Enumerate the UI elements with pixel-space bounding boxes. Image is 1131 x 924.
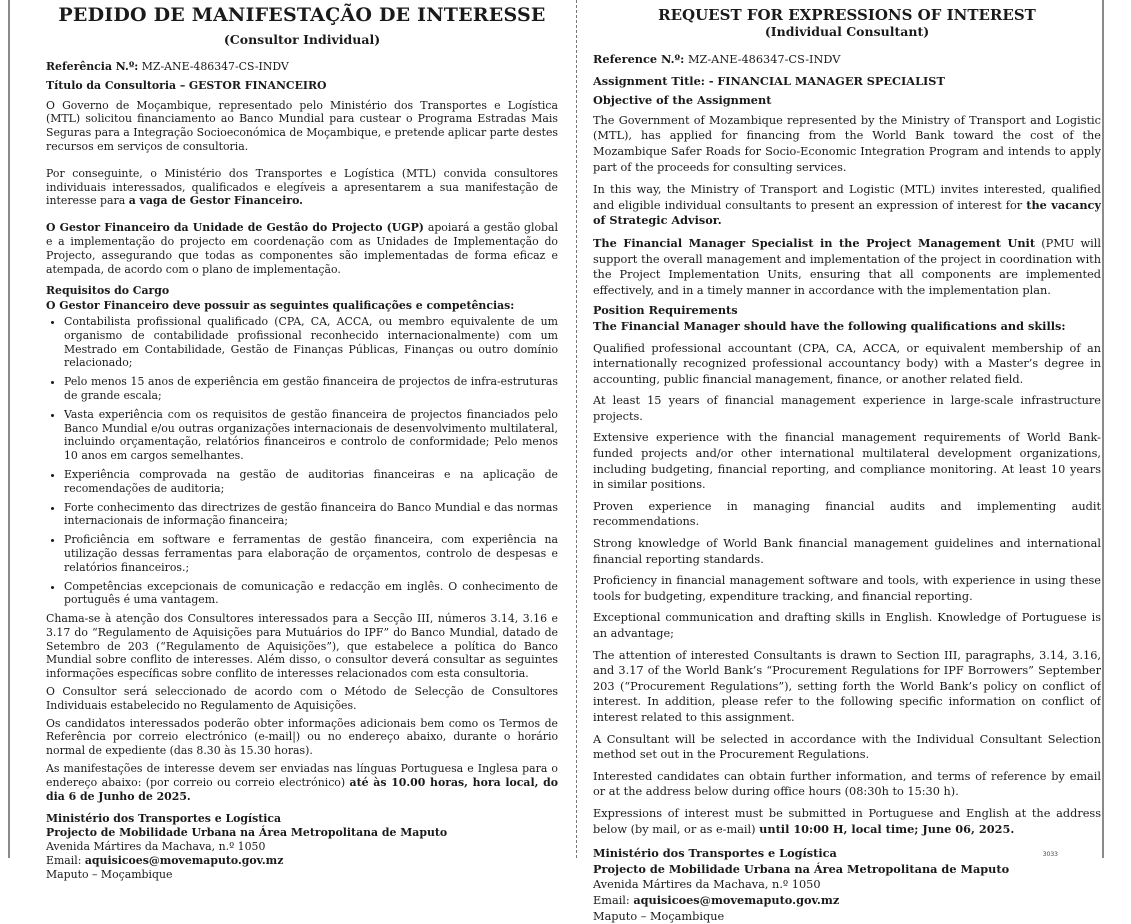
en-paragraph-3-role: The Financial Manager Specialist in the Project Management Unit [593, 236, 1035, 250]
en-paragraph-5: A Consultant will be selected in accordance with the Individual Consultant Selection method set out in the Procurement Regulations. [593, 732, 1101, 763]
pt-paragraph-5: O Consultor será seleccionado de acordo com o Método de Selecção de Consultores Individuais estabelecido no Regulamento de Aquisições. [46, 685, 558, 713]
pt-contact-city: Maputo – Moçambique [46, 868, 558, 882]
en-contact-city: Maputo – Moçambique [593, 909, 1101, 924]
en-reference-value: MZ-ANE-486347-CS-INDV [688, 53, 840, 66]
pt-requirement-item: • Experiência comprovada na gestão de auditorias financeiras e na aplicação de recomendações de auditoria; [64, 468, 558, 496]
en-requirement-item: Exceptional communication and drafting skills in English. Knowledge of Portuguese is an advantage; [593, 610, 1101, 641]
pt-requirement-item: • Forte conhecimento das directrizes de gestão financeira do Banco Mundial e das normas internacionais de informação financeira; [64, 501, 558, 529]
pt-contact-email-label: Email: [46, 854, 81, 867]
pt-requirement-item: • Vasta experiência com os requisitos de gestão financeira de projectos financiados pelo Banco Mundial e/ou outras organizações internacionais de desenvolvimento multilateral, incluindo orçamentação, relatórios financeiros e controlo de conformidade; Pelo menos 10 anos em cargos semelhantes. [64, 408, 558, 463]
pt-requirement-item: • Proficiência em software e ferramentas de gestão financeira, com experiência na utilização dessas ferramentas para elaboração de orçamentos, controlo de despesas e relatórios financeiros.; [64, 533, 558, 574]
page-footnote-number: 3033 [1043, 851, 1058, 858]
pt-contact-ministry: Ministério dos Transportes e Logística [46, 812, 558, 826]
pt-assignment-label: Título da Consultoria – [46, 79, 185, 92]
en-paragraph-6: Interested candidates can obtain further information, and terms of reference by email or at the address below during office hours (08:30h to 15:30 h). [593, 769, 1101, 800]
pt-paragraph-3-text: apoiará a gestão global e a implementação do projecto em coordenação com as Unidades de Implementação do Projecto, assegurando que todas as componentes são implementadas de forma eficaz e atempada, de acordo com o plano de implementação. [46, 221, 558, 275]
pt-requirement-item: • Pelo menos 15 anos de experiência em gestão financeira de projectos de infra-estruturas de grande escala; [64, 375, 558, 403]
en-assignment-label: Assignment Title: - [593, 74, 714, 88]
en-requirement-item: Proficiency in financial management software and tools, with experience in using these tools for budgeting, expenditure tracking, and financial reporting. [593, 573, 1101, 604]
notice-page [8, 0, 1104, 858]
pt-paragraph-7 [46, 762, 558, 803]
en-paragraph-3-text: (PMU will support the overall management and implementation of the project in coordination with the Project Implementation Units, ensuring that all components are implemented effectively, and in a timely manner in accordance with the implementation plan. [593, 237, 1101, 297]
en-paragraph-7 [593, 806, 1101, 837]
pt-contact-project: Projecto de Mobilidade Urbana na Área Metropolitana de Maputo [46, 826, 558, 840]
pt-paragraph-6: Os candidatos interessados poderão obter informações adicionais bem como os Termos de Referência por correio electrónico (e-mail|) ou no endereço abaixo, durante o horário normal de expediente (das 8.30 às 15.30 horas). [46, 717, 558, 758]
pt-contact-block [46, 812, 558, 881]
pt-paragraph-3-role: O Gestor Financeiro da Unidade de Gestão do Projecto (UGP) [46, 221, 424, 234]
pt-paragraph-1: O Governo de Moçambique, representado pelo Ministério dos Transportes e Logística (MTL) solicitou financiamento ao Banco Mundial para custear o Programa Estradas Mais Seguras para a Integração Socioeconómica de Moçambique, e pretende aplicar parte destes recursos em serviços de consultoria. [46, 99, 558, 154]
pt-paragraph-2 [46, 167, 558, 208]
en-requirement-item: At least 15 years of financial management experience in large-scale infrastructure projects. [593, 393, 1101, 424]
en-subtitle: (Individual Consultant) [593, 24, 1101, 40]
en-contact-email-label: Email: [593, 894, 630, 907]
pt-paragraph-4: Chama-se à atenção dos Consultores interessados para a Secção III, números 3.14, 3.16 e 3.17 do “Regulamento de Aquisições para Mutuários do IPF” do Banco Mundial, datado de Setembro de 203 (“Regulamento de Aquisições”), que estabelece a política do Banco Mundial sobre conflito de interesses. Além disso, o consultor deverá consultar as seguintes informações específicas sobre conflito de interesses relacionados com esta consultoria. [46, 612, 558, 681]
en-paragraph-3 [593, 236, 1101, 298]
en-paragraph-7-text: Expressions of interest must be submitted in Portuguese and English at the address below (by mail, or as e-mail) [593, 807, 1101, 836]
pt-paragraph-3 [46, 221, 558, 276]
pt-reference-value: MZ-ANE-486347-CS-INDV [142, 60, 289, 73]
pt-assignment-value: GESTOR FINANCEIRO [189, 79, 327, 92]
en-contact-ministry: Ministério dos Transportes e Logística [593, 846, 1101, 862]
pt-paragraph-2-vacancy: a vaga de Gestor Financeiro. [129, 194, 303, 207]
pt-contact-email[interactable]: aquisicoes@movemaputo.gov.mz [85, 854, 284, 867]
pt-requirement-item: • Contabilista profissional qualificado (CPA, CA, ACCA, ou membro equivalente de um organismo de contabilidade profissional reconhecido internacionalmente) com um Mestrado em Contabilidade, Gestão de Finanças Públicas, Finanças ou outro domínio relacionado; [64, 315, 558, 370]
en-objective-heading: Objective of the Assignment [593, 93, 1101, 109]
en-reference-line [593, 52, 1101, 68]
en-requirements-heading: Position Requirements [593, 303, 1101, 319]
english-column [593, 0, 1101, 924]
en-requirement-item: Strong knowledge of World Bank financial management guidelines and international financial reporting standards. [593, 536, 1101, 567]
portuguese-column [46, 0, 558, 881]
en-assignment-line [593, 74, 1101, 90]
pt-requirement-item: • Competências excepcionais de comunicação e redacção em inglês. O conhecimento de português é uma vantagem. [64, 580, 558, 608]
pt-requirements-list [46, 315, 558, 607]
en-contact-email[interactable]: aquisicoes@movemaputo.gov.mz [633, 893, 839, 907]
en-paragraph-2-text: In this way, the Ministry of Transport and Logistic (MTL) invites interested, qualified and eligible individual consultants to present an expression of interest for [593, 183, 1101, 212]
en-contact-street: Avenida Mártires da Machava, n.º 1050 [593, 877, 1101, 893]
en-paragraph-4: The attention of interested Consultants is drawn to Section III, paragraphs, 3.14, 3.16, and 3.17 of the World Bank’s “Procurement Regulations for IPF Borrowers” September 203 (“Procurement Regulations”), setting forth the World Bank’s policy on conflict of interest. In addition, please refer to the following specific information on conflict of interest related to this assignment. [593, 648, 1101, 726]
en-title: REQUEST FOR EXPRESSIONS OF INTEREST [593, 7, 1101, 24]
pt-deadline: até às 10.00 horas, hora local, do dia 6 de Junho de 2025. [46, 776, 558, 803]
en-requirement-item: Proven experience in managing financial audits and implementing audit recommendations. [593, 499, 1101, 530]
en-requirement-item: Extensive experience with the financial management requirements of World Bank-funded projects and/or other international multilateral development organizations, including budgeting, financial reporting, and compliance monitoring. At least 10 years in similar positions. [593, 430, 1101, 492]
pt-contact-street: Avenida Mártires da Machava, n.º 1050 [46, 840, 558, 854]
en-assignment-value: FINANCIAL MANAGER SPECIALIST [717, 74, 945, 88]
en-reference-label: Reference N.º: [593, 52, 684, 66]
pt-paragraph-2-text: Por conseguinte, o Ministério dos Transportes e Logística (MTL) convida consultores individuais interessados, qualificados e elegíveis a apresentarem a sua manifestação de interesse para [46, 167, 558, 208]
en-deadline: until 10:00 H, local time; June 06, 2025. [759, 822, 1014, 836]
en-paragraph-2-vacancy: the vacancy of Strategic Advisor. [593, 198, 1101, 228]
en-requirements-intro: The Financial Manager should have the following qualifications and skills: [593, 319, 1101, 335]
en-paragraph-1: The Government of Mozambique represented by the Ministry of Transport and Logistic (MTL), has applied for financing from the World Bank toward the cost of the Mozambique Safer Roads for Socio-Economic Integration Program and intends to apply part of the proceeds for consulting services. [593, 113, 1101, 175]
column-divider [576, 0, 577, 858]
pt-assignment-line [46, 79, 558, 93]
pt-subtitle: (Consultor Individual) [46, 32, 558, 48]
pt-requirements-intro: O Gestor Financeiro deve possuir as seguintes qualificações e competências: [46, 299, 558, 313]
pt-reference-label: Referência N.º: [46, 60, 138, 73]
pt-reference-line [46, 60, 558, 74]
en-contact-project: Projecto de Mobilidade Urbana na Área Metropolitana de Maputo [593, 862, 1101, 878]
en-contact-email-line [593, 893, 1101, 909]
pt-title: PEDIDO DE MANIFESTAÇÃO DE INTERESSE [46, 4, 558, 26]
pt-paragraph-7-text: As manifestações de interesse devem ser enviadas nas línguas Portuguesa e Inglesa para o endereço abaixo: (por correio ou correio electrónico) [46, 762, 558, 789]
pt-requirements-heading: Requisitos do Cargo [46, 284, 558, 298]
en-requirement-item: Qualified professional accountant (CPA, CA, ACCA, or equivalent membership of an internationally recognized professional accountancy body) with a Master’s degree in accounting, public financial management, finance, or another related field. [593, 341, 1101, 388]
en-paragraph-2 [593, 182, 1101, 229]
pt-contact-email-line [46, 854, 558, 868]
